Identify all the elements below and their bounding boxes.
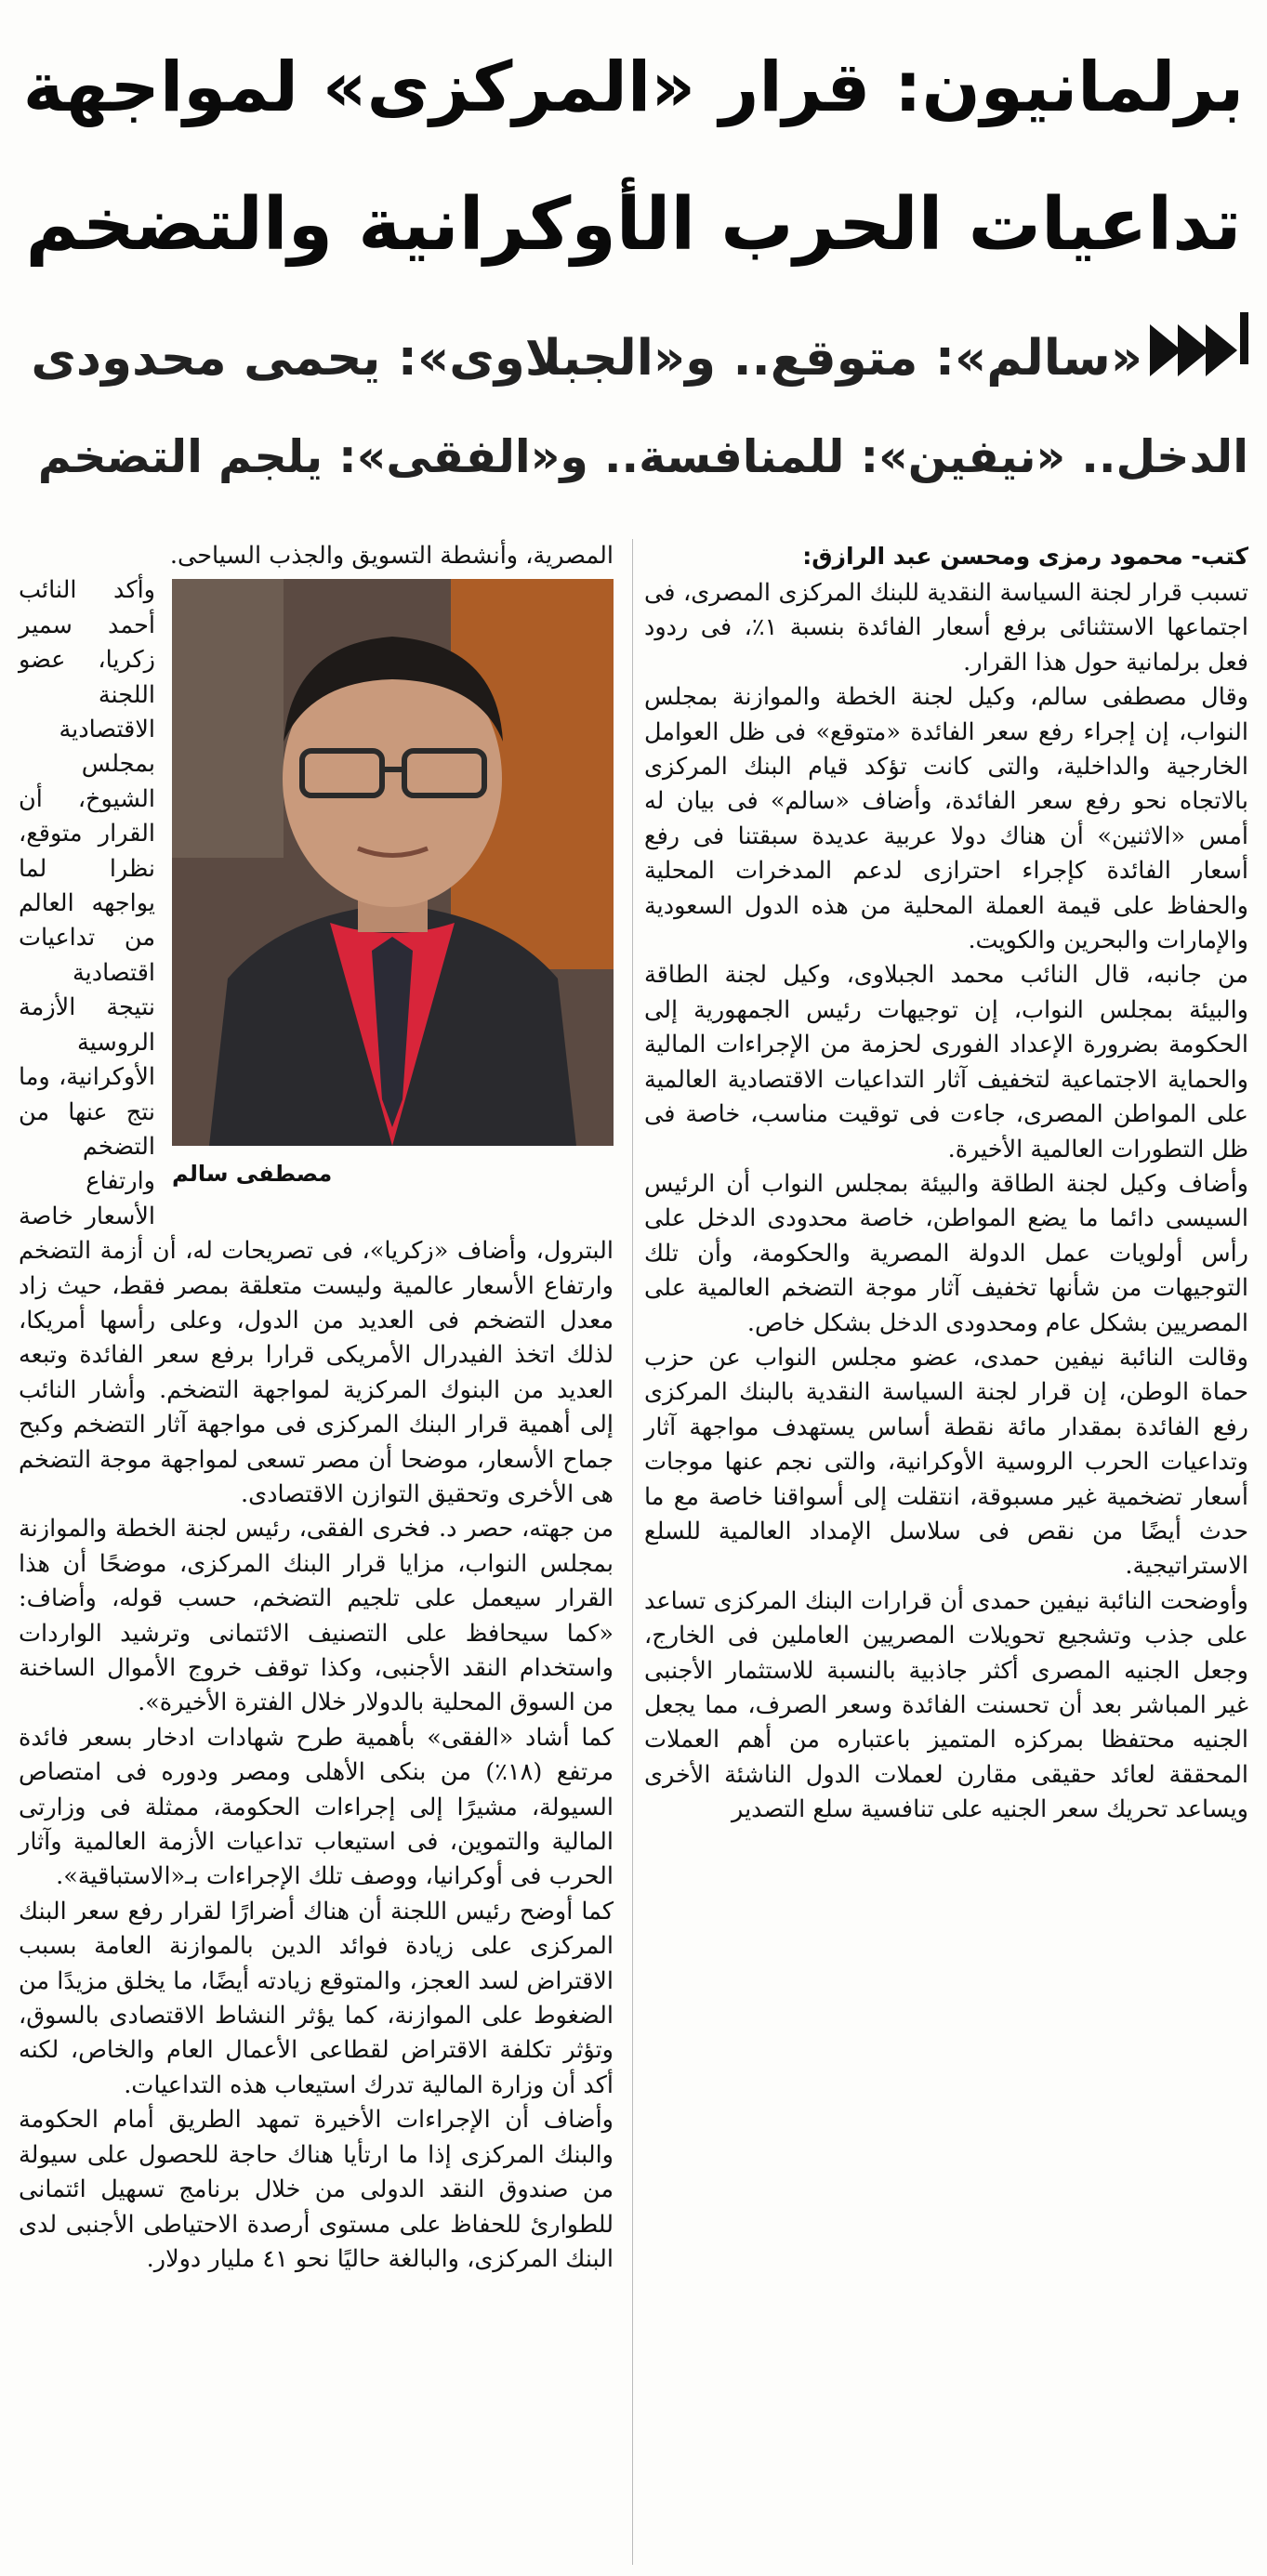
article-paragraph: وأكد النائب أحمد سمير زكريا، عضو اللجنة الاقتصادية بمجلس الشيوخ، أن القرار متوقع، نظرا لما يواجهه العالم من تداعيات اقتصادية نتيجة الأزمة الروسية الأوكرانية، وما نتج عنها من التضخم وارتفاع الأسعار خاصة البترول، وأضاف «زكريا»، فى تصريحات له، أن أزمة التضخم وارتفاع الأسعار عالمية وليست متعلقة بمصر فقط، حيث زاد معدل التضخم فى العديد من الدول، وعلى رأسها أمريكا، لذلك اتخذ الفيدرال الأمريكى قرارا برفع سعر الفائدة وتبعه العديد من البنوك المركزية لمواجهة التضخم. وأشار النائب إلى أهمية قرار البنك المركزى فى مواجهة آثار التضخم وكبح جماح الأسعار، موضحا أن مصر تسعى لمواجهة موجة التضخم هى الأخرى وتحقيق التوازن الاقتصادى. bbox=[19, 576, 614, 1508]
portrait-photo bbox=[172, 579, 614, 1146]
article-paragraph: وقالت النائبة نيفين حمدى، عضو مجلس النواب عن حزب حماة الوطن، إن قرار لجنة السياسة النقدية بالبنك المركزى رفع الفائدة بمقدار مائة نقطة أساس يستهدف مواجهة آثار وتداعيات الحرب الروسية الأوكرانية، والتى نجم عنها موجات أسعار تضخمية غير مسبوقة، انتقلت إلى أسواقنا خاصة مع ما حدث أيضًا من نقص فى سلاسل الإمداد العالمية للسلع الاستراتيجية. bbox=[644, 1343, 1248, 1581]
article-paragraph: كما أشاد «الفقى» بأهمية طرح شهادات ادخار بسعر فائدة مرتفع (١٨٪) من بنكى الأهلى ومصر ودوره فى امتصاص السيولة، مشيرًا إلى إجراءات الحكومة، ممثلة فى وزارتى المالية والتموين، فى استيعاب تداعيات الأزمة العالمية وآثار الحرب فى أوكرانيا، ووصف تلك الإجراءات بـ«الاستباقية». bbox=[19, 1723, 614, 1891]
subheadline-line-1-text: «سالم»: متوقع.. و«الجبلاوى»: يحمى محدودى bbox=[31, 330, 1142, 387]
article-column-left bbox=[19, 539, 614, 2277]
subheadline-line-1 bbox=[19, 310, 1248, 409]
article-paragraph: وأضاف أن الإجراءات الأخيرة تمهد الطريق أمام الحكومة والبنك المركزى إذا ما ارتأيا هناك حاجة للحصول على سيولة من صندوق النقد الدولى من خلال برنامج تسهيل ائتمانى للطوارئ للحفاظ على مستوى أرصدة الاحتياطى الأجنبى لدى البنك المركزى، والبالغة حاليًا نحو ٤١ مليار دولار. bbox=[19, 2106, 614, 2273]
article-paragraph: من جهته، حصر د. فخرى الفقى، رئيس لجنة الخطة والموازنة بمجلس النواب، مزايا قرار البنك المركزى، موضحًا أن هذا القرار سيعمل على تلجيم التضخم، حسب قوله، وأضاف: «كما سيحافظ على التصنيف الائتمانى وترشيد الواردات واستخدام النقد الأجنبى، وكذا توقف خروج الأموال الساخنة من السوق المحلية بالدولار خلال الفترة الأخيرة». bbox=[19, 1515, 614, 1717]
article-paragraph: من جانبه، قال النائب محمد الجبلاوى، وكيل لجنة الطاقة والبيئة بمجلس النواب، إن توجيهات رئيس الجمهورية إلى الحكومة بضرورة الإعداد الفورى لحزمة من الإجراءات المالية والحماية الاجتماعية لتخفيف آثار التداعيات الاقتصادية العالمية على المواطن المصرى، جاءت فى توقيت مناسب، خاصة فى ظل التطورات العالمية الأخيرة. bbox=[644, 961, 1248, 1163]
column-divider bbox=[632, 539, 633, 2565]
headline-line-1: برلمانيون: قرار «المركزى» لمواجهة bbox=[22, 47, 1245, 127]
triple-arrow-icon bbox=[1154, 312, 1248, 409]
article-paragraph: وقال مصطفى سالم، وكيل لجنة الخطة والموازنة بمجلس النواب، إن إجراء رفع سعر الفائدة «متوقع» فى ظل العوامل الخارجية والداخلية، والتى كانت تؤكد قيام البنك المركزى بالاتجاه نحو رفع سعر الفائدة، وأضاف «سالم» فى بيان له أمس «الاثنين» أن هناك دولا عربية عديدة سبقتنا فى رفع أسعار الفائدة كإجراء احترازى لدعم المدخرات المحلية والحفاظ على قيمة العملة المحلية من هذه الدول السعودية والإمارات والبحرين والكويت. bbox=[644, 683, 1248, 955]
subheadline bbox=[19, 310, 1248, 506]
article-paragraph: المصرية، وأنشطة التسويق والجذب السياحى. bbox=[169, 542, 614, 570]
article-body bbox=[19, 539, 1248, 2565]
article-paragraph: وأضاف وكيل لجنة الطاقة والبيئة بمجلس النواب أن الرئيس السيسى دائما ما يضع المواطن، خاصة محدودى الدخل على رأس أولويات عمل الدولة المصرية والحكومة، وأن تلك التوجيهات من شأنها تخفيف آثار موجة التضخم العالمية على المصريين بشكل عام ومحدودى الدخل بشكل خاص. bbox=[644, 1169, 1248, 1337]
headline-line-2: تداعيات الحرب الأوكرانية والتضخم bbox=[25, 183, 1242, 267]
article-column-right bbox=[644, 539, 1248, 1828]
photo-caption: مصطفى سالم bbox=[172, 1161, 333, 1188]
photo-figure bbox=[172, 579, 614, 1192]
headline bbox=[19, 19, 1248, 294]
article-paragraph: كما أوضح رئيس اللجنة أن هناك أضرارًا لقرار رفع سعر البنك المركزى على زيادة فوائد الدين بالموازنة العامة بسبب الاقتراض لسد العجز، والمتوقع زيادته أيضًا، ما يخلق مزيدًا من الضغوط على الموازنة، كما يؤثر النشاط الاقتصادى بالسوق، وتؤثر تكلفة الاقتراض لقطاعى الأعمال العام والخاص، لكنه أكد أن وزارة المالية تدرك استيعاب هذه التداعيات. bbox=[19, 1897, 614, 2099]
article-paragraph: وأوضحت النائبة نيفين حمدى أن قرارات البنك المركزى تساعد على جذب وتشجيع تحويلات المصريين العاملين فى الخارج، وجعل الجنيه المصرى أكثر جاذبية بالنسبة للاستثمار الأجنبى غير المباشر بعد أن تحسنت الفائدة وسعر الصرف، مما يجعل الجنيه محتفظا بمركزه المتميز باعتباره من أهم العملات المحققة لعائد حقيقى مقارن لعملات الدول الناشئة الأخرى ويساعد تحريك سعر الجنيه على تنافسية سلع التصدير bbox=[644, 1586, 1248, 1824]
article-paragraph: تسبب قرار لجنة السياسة النقدية للبنك المركزى المصرى، فى اجتماعها الاستثنائى برفع أسعار الفائدة بنسبة ١٪، فى ردود فعل برلمانية حول هذا القرار. bbox=[644, 579, 1249, 677]
subheadline-line-2: الدخل.. «نيفين»: للمنافسة.. و«الفقى»: يلجم التضخم bbox=[37, 430, 1248, 484]
byline: كتب- محمود رمزى ومحسن عبد الرازق: bbox=[802, 543, 1248, 570]
